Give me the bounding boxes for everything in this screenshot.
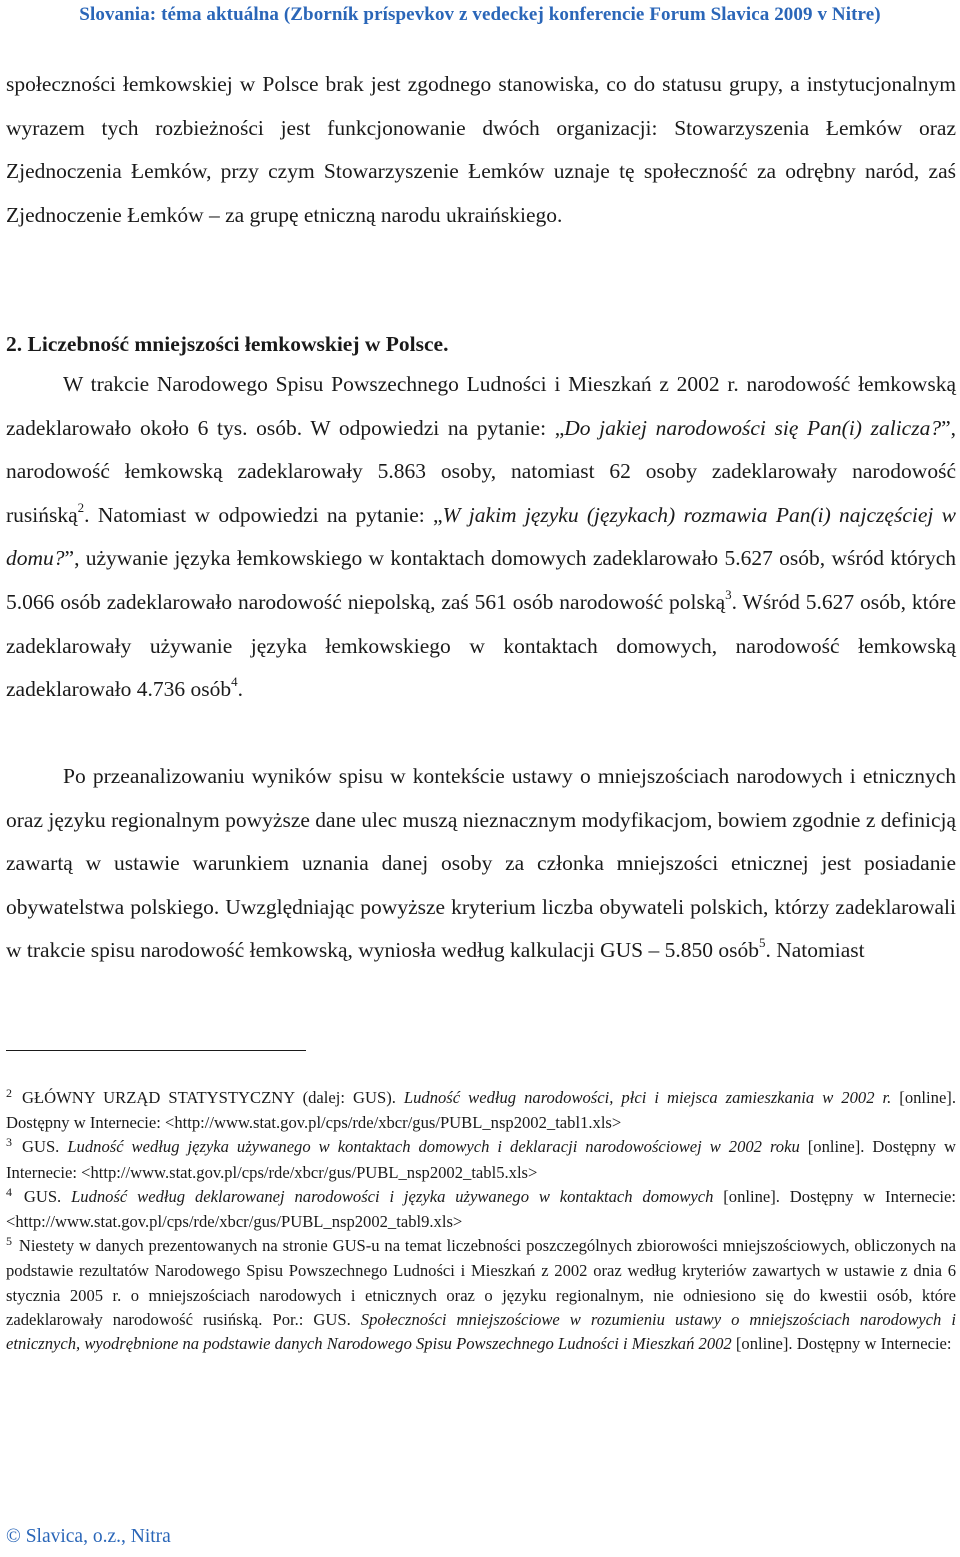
p3-tail: . Natomiast [765,938,865,963]
footnote-number: 5 [6,1234,12,1249]
footnote-5 [6,1234,956,1356]
footnote-text: GŁÓWNY URZĄD STATYSTYCZNY (dalej: GUS). [14,1088,404,1107]
section-heading: 2. Liczebność mniejszości łemkowskiej w Polsce. [6,332,449,356]
paragraph-2 [6,363,956,712]
footnote-source: [online]. Dostępny w Internecie: <http://www.stat.gov.pl/cps/rde/xbcr/gus/PUBL_nsp2002_tabl5.xls> [6,1137,956,1182]
footnote-text: GUS. [14,1186,72,1206]
footnote-title: Ludność według języka używanego w kontaktach domowych i deklaracji narodowościowej w 2002 roku [67,1137,800,1157]
footnote-divider [6,1050,306,1051]
paragraph-3 [6,755,956,973]
p2-text-4: ”, używanie języka łemkowskiego w kontaktach domowych zadeklarowało 5.627 osób, wśród których 5.066 osób zadeklarowało narodowość niepolską, zaś 561 osób narodowość polską [6,546,956,614]
footnote-ref-4[interactable]: 4 [231,674,238,689]
p2-question-1: Do jakiej narodowości się Pan(i) zalicza? [564,415,942,440]
footnote-title: Ludność według deklarowanej narodowości i języka używanego w kontaktach domowych [71,1186,714,1206]
footnote-ref-3[interactable]: 3 [725,586,732,602]
footnote-ref-5[interactable]: 5 [758,935,766,951]
footnote-source: [online]. Dostępny w Internecie: <http://www.stat.gov.pl/cps/rde/xbcr/gus/PUBL_nsp2002_tabl1.xls> [6,1088,956,1133]
footnote-number: 4 [6,1184,12,1199]
p2-text-6: . [237,677,243,702]
footnote-ref-2[interactable]: 2 [77,499,85,515]
page-header: Slovania: téma aktuálna (Zborník príspevkov z vedeckej konferencie Forum Slavica 2009 v Nitre) [79,4,881,25]
footnote-title: Społeczności mniejszościowe w rozumieniu ustawy o mniejszościach narodowych i etnicznych, wyodrębnione na podstawie danych Narodowego Spisu Powszechnego Ludności i Mieszkań 2002 [6,1309,956,1354]
p2-text-1: W trakcie Narodowego Spisu Powszechnego Ludności i Mieszkań z 2002 r. narodowość łemkowską zadeklarowało około 6 tys. osób. W odpowiedzi na pytanie: „ [6,372,956,440]
p3-text: Po przeanalizowaniu wyników spisu w kontekście ustawy o mniejszościach narodowych i etnicznych oraz języku regionalnym powyższe dane ulec muszą nieznacznym modyfikacjom, bowiem zgodnie z definicją zawartą w ustawie warunkiem uznania danej osoby za członka mniejszości etnicznej jest posiadanie obywatelstwa polskiego. Uwzględniając powyższe kryterium liczba obywateli polskich, którzy zadeklarowali w trakcie spisu narodowość łemkowską, wyniosła według kalkulacji GUS – 5.850 osób [6,764,956,963]
paragraph-1 [6,63,956,237]
footnote-4 [6,1185,956,1234]
footnote-3 [6,1135,956,1184]
p2-text-5: . Wśród 5.627 osób, które zadeklarowały używanie języka łemkowskiego w kontaktach domowych, narodowość łemkowską zadeklarowało 4.736 osób [6,589,956,702]
footnote-text: GUS. [14,1137,68,1157]
footnote-title: Ludność według narodowości, płci i miejsca zamieszkania w 2002 r. [403,1088,892,1107]
paragraph-1-text: społeczności łemkowskiej w Polsce brak jest zgodnego stanowiska, co do statusu grupy, a instytucjonalnym wyrazem tych rozbieżności jest funkcjonowanie dwóch organizacji: Stowarzyszenia Łemków oraz Zjednoczenia Łemków, przy czym Stowarzyszenie Łemków uznaje tę społeczność za odrębny naród, zaś Zjednoczenie Łemków – za grupę etniczną narodu ukraińskiego. [6,72,956,227]
p2-text-3: . Natomiast w odpowiedzi na pytanie: „ [84,502,443,527]
footnote-text: Niestety w danych prezentowanych na stronie GUS-u na temat liczebności poszczególnych zbiorowości mniejszościowych, obliczonych na podstawie rezultatów Narodowego Spisu Powszechnego Ludności i Mieszkań z 2002 oraz według kryteriów zawartych w ustawie z dnia 6 stycznia 2005 r. o mniejszościach narodowych i etnicznych oraz o języku regionalnym, nie odniesiono się do kwestii osób, które zadeklarowały narodowość rusińską. Por.: GUS. [6,1236,956,1329]
p2-question-2: W jakim języku (językach) rozmawia Pan(i) najczęściej w domu? [6,502,956,571]
footnote-source: [online]. Dostępny w Internecie: [731,1334,952,1354]
page-footer: © Slavica, o.z., Nitra [6,1526,171,1547]
footnote-source: [online]. Dostępny w Internecie: <http://www.stat.gov.pl/cps/rde/xbcr/gus/PUBL_nsp2002_tabl9.xls> [6,1186,956,1232]
footnote-number: 3 [6,1135,12,1150]
footnote-number: 2 [6,1086,12,1100]
p2-text-2: ”, narodowość łemkowską zadeklarowały 5.863 osoby, natomiast 62 osoby zadeklarowały narodowość rusińską [6,415,956,527]
footnote-2 [6,1086,956,1135]
footnotes [6,1086,956,1356]
